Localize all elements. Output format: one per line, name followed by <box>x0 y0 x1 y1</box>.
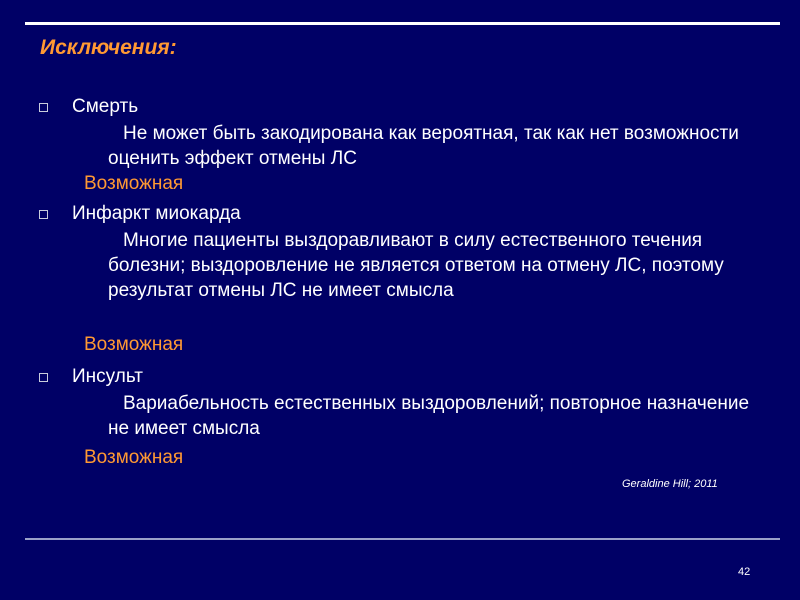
item-heading-myocardial-infarction: Инфаркт миокарда <box>72 203 241 224</box>
page-number: 42 <box>738 566 751 578</box>
item-description-myocardial-infarction: Многие пациенты выздоравливают в силу естественного течения болезни; выздоровление не является ответом на отмену ЛС, поэтому результат отмены ЛС не имеет смысла <box>108 230 724 301</box>
item-heading-stroke: Инсульт <box>72 366 143 387</box>
item-description-death: Не может быть закодирована как вероятная, так как нет возможности оценить эффект отмены ЛС <box>108 123 739 169</box>
bullet-icon <box>39 210 48 219</box>
citation: Geraldine Hill; 2011 <box>622 478 718 490</box>
bottom-divider <box>25 538 780 540</box>
bullet-icon <box>39 373 48 382</box>
item-verdict-stroke: Возможная <box>84 447 184 468</box>
slide-title: Исключения: <box>40 36 177 59</box>
item-heading-death: Смерть <box>72 96 139 117</box>
bullet-icon <box>39 103 48 112</box>
item-verdict-death: Возможная <box>84 173 184 194</box>
item-verdict-myocardial-infarction: Возможная <box>84 334 184 355</box>
top-divider <box>25 22 780 25</box>
item-description-stroke: Вариабельность естественных выздоровлений; повторное назначение не имеет смысла <box>108 393 750 439</box>
